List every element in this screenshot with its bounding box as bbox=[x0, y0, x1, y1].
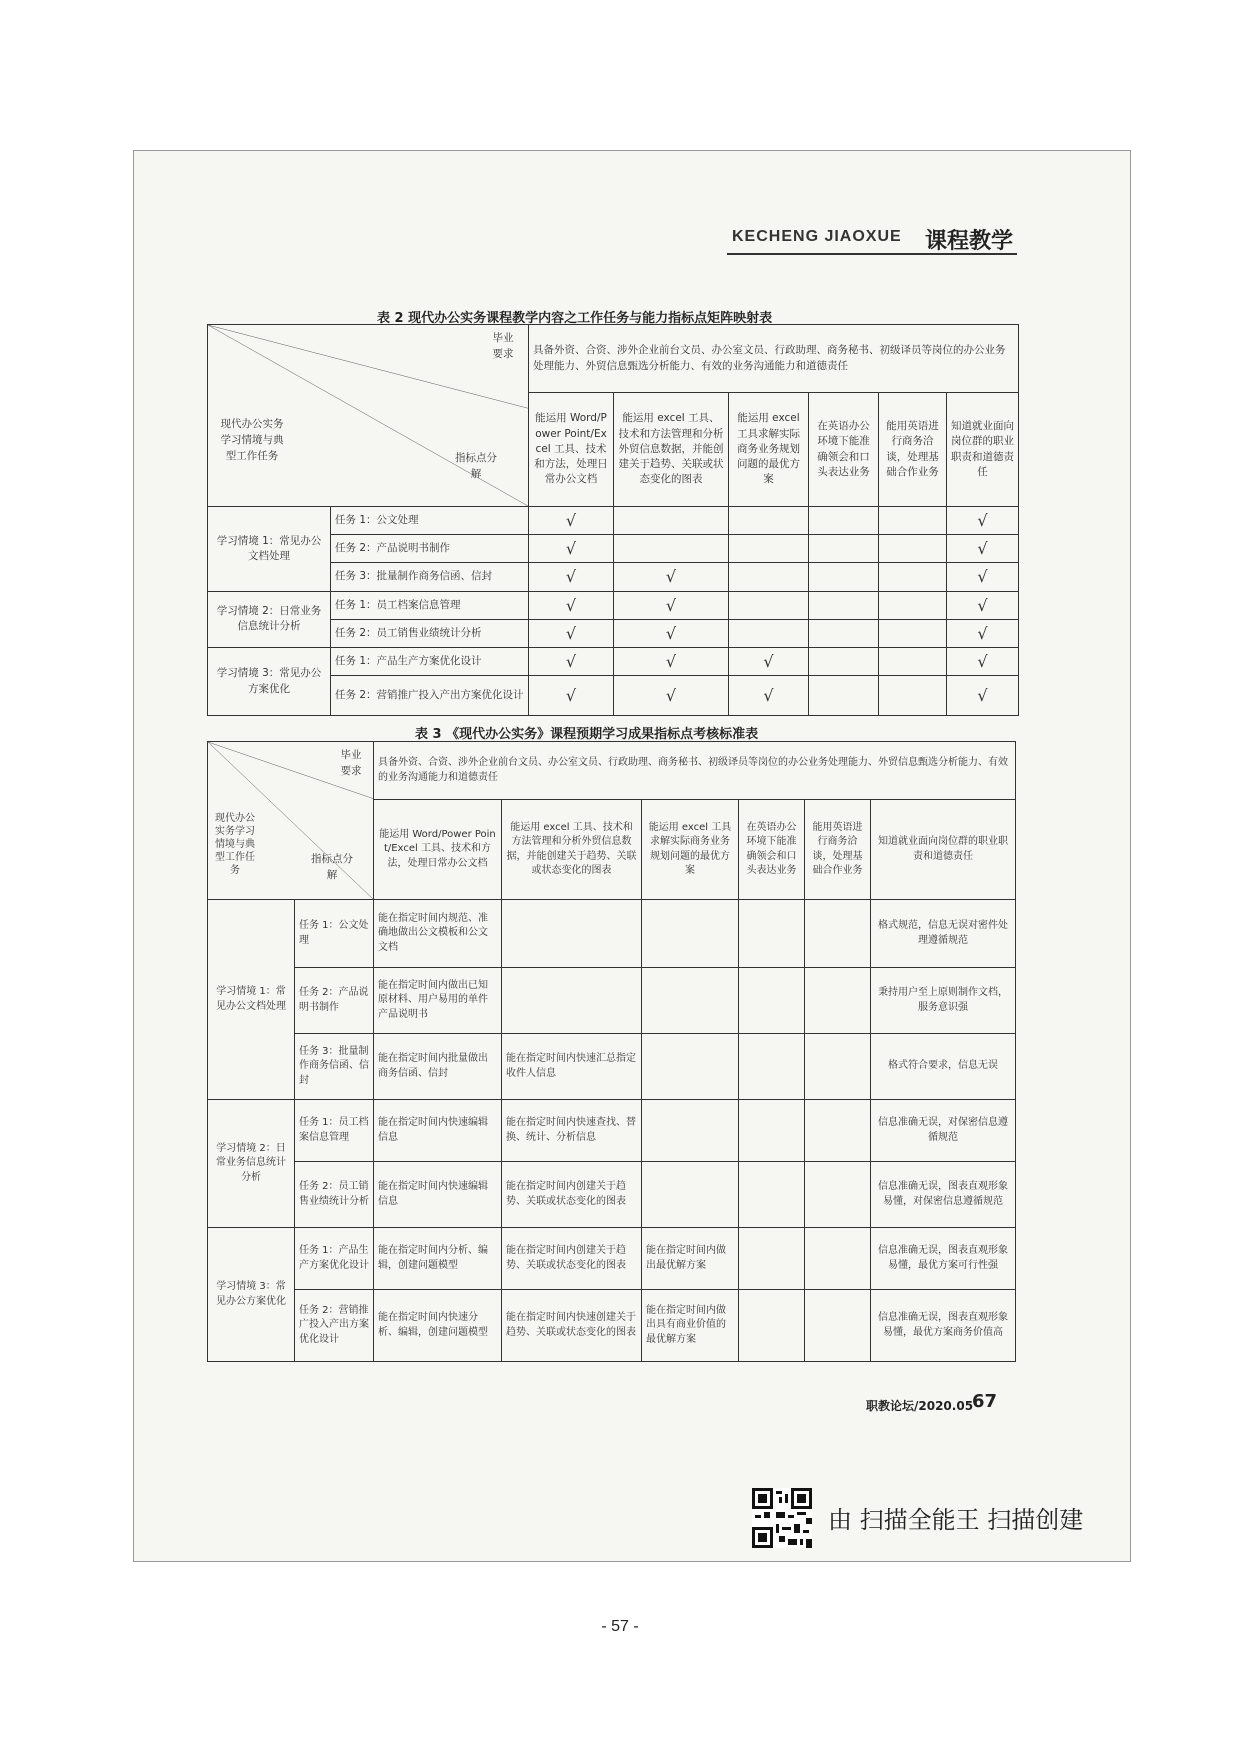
table3-cell bbox=[805, 1100, 871, 1162]
check-cell bbox=[809, 563, 879, 591]
check-cell: √ bbox=[614, 647, 729, 675]
table3-cell bbox=[805, 1034, 871, 1100]
table3-cell bbox=[739, 1100, 805, 1162]
table2-indicator: 能运用 excel 工具求解实际商务业务规划问题的最优方案 bbox=[729, 393, 809, 507]
check-cell bbox=[879, 619, 947, 647]
check-cell bbox=[879, 647, 947, 675]
table2-corner-mid: 指标点分解 bbox=[455, 452, 497, 480]
table3-task: 任务 1：公文处理 bbox=[295, 900, 374, 968]
table3-cell bbox=[739, 1162, 805, 1228]
check-cell: √ bbox=[529, 647, 614, 675]
check-cell: √ bbox=[947, 676, 1019, 716]
check-cell: √ bbox=[529, 619, 614, 647]
check-cell: √ bbox=[529, 591, 614, 619]
check-cell: √ bbox=[529, 507, 614, 535]
table3-cell bbox=[805, 1162, 871, 1228]
table2-task: 任务 1：产品生产方案优化设计 bbox=[331, 647, 529, 675]
table3-cell bbox=[805, 1290, 871, 1362]
table3-task: 任务 2：营销推广投入产出方案优化设计 bbox=[295, 1290, 374, 1362]
table3-task: 任务 1：产品生产方案优化设计 bbox=[295, 1228, 374, 1290]
table3-task: 任务 1：员工档案信息管理 bbox=[295, 1100, 374, 1162]
table3-cell bbox=[642, 968, 739, 1034]
table3-cell: 格式符合要求，信息无误 bbox=[871, 1034, 1016, 1100]
check-cell bbox=[729, 507, 809, 535]
check-cell: √ bbox=[947, 619, 1019, 647]
table2-indicator: 能运用 Word/Power Point/Excel 工具、技术和方法，处理日常办公文档 bbox=[529, 393, 614, 507]
table3-cell bbox=[739, 900, 805, 968]
table2-group: 学习情境 1：常见办公文档处理 bbox=[208, 507, 331, 592]
check-cell bbox=[729, 563, 809, 591]
table3-cell: 能在指定时间内快速创建关于趋势、关联或状态变化的图表 bbox=[502, 1290, 642, 1362]
table3-task: 任务 2：员工销售业绩统计分析 bbox=[295, 1162, 374, 1228]
check-cell bbox=[729, 619, 809, 647]
table3-caption: 表 3 《现代办公实务》课程预期学习成果指标点考核标准表 bbox=[415, 727, 759, 742]
check-cell: √ bbox=[947, 535, 1019, 563]
table2-group: 学习情境 2：日常业务信息统计分析 bbox=[208, 591, 331, 647]
check-cell bbox=[614, 535, 729, 563]
check-cell bbox=[879, 676, 947, 716]
table3-indicator: 知道就业面向岗位群的职业职责和道德责任 bbox=[871, 800, 1016, 900]
check-cell bbox=[879, 591, 947, 619]
table2-task: 任务 2：产品说明书制作 bbox=[331, 535, 529, 563]
table3-cell: 信息准确无误，图表直观形象易懂，对保密信息遵循规范 bbox=[871, 1162, 1016, 1228]
table3-cell: 能在指定时间内创建关于趋势、关联或状态变化的图表 bbox=[502, 1228, 642, 1290]
table3-cell: 能在指定时间内做出最优解方案 bbox=[642, 1228, 739, 1290]
check-cell: √ bbox=[529, 676, 614, 716]
check-cell: √ bbox=[947, 507, 1019, 535]
check-cell bbox=[809, 591, 879, 619]
table3-task: 任务 3：批量制作商务信函、信封 bbox=[295, 1034, 374, 1100]
check-cell: √ bbox=[729, 647, 809, 675]
table3-indicator: 能运用 excel 工具、技术和方法管理和分析外贸信息数据，并能创建关于趋势、关联或状态变化的图表 bbox=[502, 800, 642, 900]
table3-cell: 秉持用户至上原则制作文档，服务意识强 bbox=[871, 968, 1016, 1034]
table3-cell: 能在指定时间内创建关于趋势、关联或状态变化的图表 bbox=[502, 1162, 642, 1228]
table3-cell: 能在指定时间内快速汇总指定收件人信息 bbox=[502, 1034, 642, 1100]
table3-corner-cell bbox=[208, 742, 374, 900]
check-cell bbox=[614, 507, 729, 535]
table3-cell bbox=[805, 900, 871, 968]
table3-group: 学习情境 1：常见办公文档处理 bbox=[208, 900, 295, 1100]
check-cell: √ bbox=[529, 563, 614, 591]
journal-footer: 职教论坛/2020.05 bbox=[866, 1399, 974, 1413]
check-cell bbox=[879, 507, 947, 535]
check-cell: √ bbox=[947, 647, 1019, 675]
table3-cell bbox=[739, 1290, 805, 1362]
table3-corner-top: 毕业要求 bbox=[340, 749, 362, 777]
journal-page-number: 67 bbox=[972, 1391, 998, 1412]
check-cell: √ bbox=[947, 563, 1019, 591]
table3-cell: 能在指定时间内快速编辑信息 bbox=[374, 1162, 502, 1228]
table3-requirement: 具备外资、合资、涉外企业前台文员、办公室文员、行政助理、商务秘书、初级译员等岗位的办公业务处理能力、外贸信息甄选分析能力、有效的业务沟通能力和道德责任 bbox=[374, 742, 1016, 800]
table3-cell: 能在指定时间内批量做出商务信函、信封 bbox=[374, 1034, 502, 1100]
check-cell bbox=[809, 507, 879, 535]
table3-cell: 信息准确无误，图表直观形象易懂，最优方案可行性强 bbox=[871, 1228, 1016, 1290]
table2-corner-top: 毕业要求 bbox=[492, 332, 514, 360]
check-cell bbox=[809, 647, 879, 675]
table2-task: 任务 2：员工销售业绩统计分析 bbox=[331, 619, 529, 647]
table2-task: 任务 1：员工档案信息管理 bbox=[331, 591, 529, 619]
table3-cell: 信息准确无误，图表直观形象易懂，最优方案商务价值高 bbox=[871, 1290, 1016, 1362]
table2-indicator: 能用英语进行商务洽谈，处理基础合作业务 bbox=[879, 393, 947, 507]
table3-cell bbox=[739, 968, 805, 1034]
check-cell: √ bbox=[614, 619, 729, 647]
check-cell: √ bbox=[614, 591, 729, 619]
table3 bbox=[207, 741, 1016, 1362]
table3-cell bbox=[642, 1034, 739, 1100]
table3-cell: 能在指定时间内规范、准确地做出公文模板和公文文档 bbox=[374, 900, 502, 968]
qr-code-icon bbox=[752, 1487, 812, 1549]
table2 bbox=[207, 324, 1019, 716]
table3-corner-mid: 指标点分解 bbox=[311, 853, 353, 881]
table2-indicator: 能运用 excel 工具、技术和方法管理和分析外贸信息数据，并能创建关于趋势、关联或状态变化的图表 bbox=[614, 393, 729, 507]
table3-cell: 能在指定时间内快速分析、编辑，创建问题模型 bbox=[374, 1290, 502, 1362]
table3-cell bbox=[642, 900, 739, 968]
table2-task: 任务 2：营销推广投入产出方案优化设计 bbox=[331, 676, 529, 716]
check-cell: √ bbox=[614, 563, 729, 591]
table2-task: 任务 3：批量制作商务信函、信封 bbox=[331, 563, 529, 591]
check-cell: √ bbox=[729, 676, 809, 716]
table3-cell bbox=[805, 1228, 871, 1290]
table3-group: 学习情境 2：日常业务信息统计分析 bbox=[208, 1100, 295, 1228]
table3-cell: 能在指定时间内分析、编辑，创建问题模型 bbox=[374, 1228, 502, 1290]
check-cell bbox=[809, 619, 879, 647]
table3-cell bbox=[739, 1228, 805, 1290]
table3-cell bbox=[805, 968, 871, 1034]
table3-cell: 格式规范，信息无误对密件处理遵循规范 bbox=[871, 900, 1016, 968]
scanner-watermark: 由 扫描全能王 扫描创建 bbox=[828, 1506, 1084, 1534]
table2-indicator: 知道就业面向岗位群的职业职责和道德责任 bbox=[947, 393, 1019, 507]
check-cell bbox=[879, 535, 947, 563]
table3-cell: 能在指定时间内做出已知原材料、用户易用的单件产品说明书 bbox=[374, 968, 502, 1034]
table3-cell bbox=[502, 968, 642, 1034]
page-number: - 57 - bbox=[601, 1618, 639, 1635]
table3-cell bbox=[502, 900, 642, 968]
table2-corner-cell bbox=[208, 325, 529, 507]
running-header-pinyin: KECHENG JIAOXUE bbox=[732, 228, 902, 245]
table2-task: 任务 1：公文处理 bbox=[331, 507, 529, 535]
check-cell: √ bbox=[614, 676, 729, 716]
table2-caption: 表 2 现代办公实务课程教学内容之工作任务与能力指标点矩阵映射表 bbox=[377, 311, 773, 326]
check-cell: √ bbox=[529, 535, 614, 563]
table3-indicator: 能运用 Word/Power Point/Excel 工具、技术和方法，处理日常办公文档 bbox=[374, 800, 502, 900]
table3-cell bbox=[739, 1034, 805, 1100]
check-cell bbox=[809, 535, 879, 563]
check-cell bbox=[879, 563, 947, 591]
table3-indicator: 能用英语进行商务洽谈，处理基础合作业务 bbox=[805, 800, 871, 900]
table3-cell: 能在指定时间内快速编辑信息 bbox=[374, 1100, 502, 1162]
table3-cell: 信息准确无误，对保密信息遵循规范 bbox=[871, 1100, 1016, 1162]
table3-corner-left: 现代办公实务学习情境与典型工作任务 bbox=[215, 813, 255, 876]
table3-cell bbox=[642, 1100, 739, 1162]
table2-corner-left: 现代办公实务学习情境与典型工作任务 bbox=[220, 418, 284, 462]
running-header-title: 课程教学 bbox=[925, 229, 1014, 254]
table3-cell: 能在指定时间内快速查找、替换、统计、分析信息 bbox=[502, 1100, 642, 1162]
table3-group: 学习情境 3：常见办公方案优化 bbox=[208, 1228, 295, 1362]
check-cell bbox=[729, 535, 809, 563]
table3-cell: 能在指定时间内做出具有商业价值的最优解方案 bbox=[642, 1290, 739, 1362]
table2-requirement: 具备外资、合资、涉外企业前台文员、办公室文员、行政助理、商务秘书、初级译员等岗位的办公业务处理能力、外贸信息甄选分析能力、有效的业务沟通能力和道德责任 bbox=[529, 325, 1019, 393]
table3-indicator: 能运用 excel 工具求解实际商务业务规划问题的最优方案 bbox=[642, 800, 739, 900]
check-cell bbox=[729, 591, 809, 619]
table3-task: 任务 2：产品说明书制作 bbox=[295, 968, 374, 1034]
table2-group: 学习情境 3：常见办公方案优化 bbox=[208, 647, 331, 715]
check-cell: √ bbox=[947, 591, 1019, 619]
check-cell bbox=[809, 676, 879, 716]
table3-cell bbox=[642, 1162, 739, 1228]
table3-indicator: 在英语办公环境下能准确领会和口头表达业务 bbox=[739, 800, 805, 900]
table2-indicator: 在英语办公环境下能准确领会和口头表达业务 bbox=[809, 393, 879, 507]
